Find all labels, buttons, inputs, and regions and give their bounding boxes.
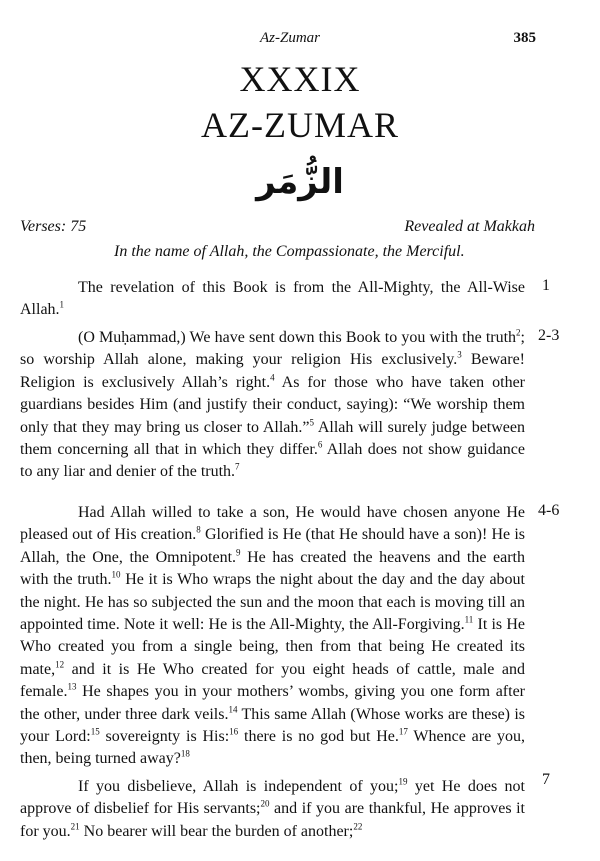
passage-segment: Allah does not show guidance to any liar and denier of the truth. bbox=[20, 441, 526, 481]
passage-segment: (O Muḥammad,) We have sent down this Book to you with the truth bbox=[78, 329, 517, 346]
passage-text bbox=[20, 776, 525, 843]
verse-reference: 7 bbox=[542, 771, 550, 788]
verse-reference: 1 bbox=[542, 277, 550, 294]
passage-segment: Whence are you, then, being turned away? bbox=[20, 728, 525, 768]
passage-segment: He has created the heavens and the earth with the truth. bbox=[20, 548, 525, 589]
passage-segment: Glorified is He (that He should have a son)! He is Allah, the One, the Omnipotent. bbox=[20, 526, 526, 566]
footnote-marker: 3 bbox=[457, 350, 462, 361]
footnote-marker: 22 bbox=[353, 821, 363, 832]
passage-4 bbox=[20, 776, 525, 843]
footnote-marker: 16 bbox=[229, 726, 239, 737]
footnote-marker: 20 bbox=[260, 799, 270, 810]
footnote-marker: 12 bbox=[55, 659, 65, 670]
chapter-number: XXXIX bbox=[239, 59, 361, 99]
footnote-marker: 13 bbox=[67, 681, 77, 692]
footnote-marker: 4 bbox=[270, 372, 275, 383]
footnote-marker: 8 bbox=[196, 525, 201, 536]
passage-segment: and if you are thankful, He approves it for you. bbox=[20, 800, 525, 840]
passage-segment: It is He Who created you from a single being, then from that being He created its mate, bbox=[20, 616, 525, 678]
page-number: 385 bbox=[513, 30, 536, 46]
footnote-marker: 14 bbox=[228, 704, 238, 715]
passage-segment: This same Allah (Whose works are these) is your Lord: bbox=[20, 705, 525, 746]
passage-segment: Beware! Religion is exclusively Allah’s right. bbox=[20, 351, 526, 391]
passage-segment: Allah will surely judge between them concerning all that in which they differ. bbox=[20, 418, 525, 459]
invocation: In the name of Allah, the Compassionate, the Merciful. bbox=[114, 243, 465, 260]
footnote-marker: 21 bbox=[70, 821, 80, 832]
footnote-marker: 2 bbox=[516, 327, 521, 338]
passage-segment: there is no god but He. bbox=[238, 728, 399, 746]
footnote-marker: 17 bbox=[398, 726, 408, 737]
footnote-marker: 10 bbox=[111, 569, 121, 580]
passage-segment: The revelation of this Book is from the All-Mighty, the All-Wise Allah. bbox=[20, 279, 525, 319]
chapter-title: AZ-ZUMAR bbox=[201, 105, 399, 145]
passage-2 bbox=[20, 327, 525, 484]
verse-reference: 2-3 bbox=[538, 327, 560, 344]
passage-segment: yet He does not approve of disbelief for His servants; bbox=[20, 778, 525, 818]
passage-segment: He it is Who wraps the night about the day and the day about the night. He has so subjected the sun and the moon that each is moving till an appointed time. Note it well: He is the All-Mighty, the All-Forgiving. bbox=[20, 571, 526, 634]
passage-segment: As for those who have taken other guardians besides Him (and justify their conduct, saying): “We worship them only that they may bring us closer to Allah.” bbox=[20, 373, 526, 436]
passage-text bbox=[20, 277, 525, 322]
footnote-marker: 6 bbox=[317, 439, 323, 450]
footnote-marker: 19 bbox=[398, 776, 408, 787]
footnote-marker: 15 bbox=[90, 726, 100, 737]
arabic-chapter-title: الزُّمَر bbox=[256, 162, 344, 202]
footnote-marker: 7 bbox=[235, 462, 240, 473]
passage-3 bbox=[20, 502, 525, 771]
passage-segment: ; so worship Allah alone, making your religion His exclusively. bbox=[20, 329, 525, 369]
footnote-marker: 1 bbox=[59, 300, 65, 311]
verses-count: Verses: 75 bbox=[20, 218, 87, 235]
revelation-place: Revealed at Makkah bbox=[404, 218, 535, 235]
passage-segment: No bearer will bear the burden of another; bbox=[79, 822, 354, 840]
verse-reference: 4-6 bbox=[538, 502, 560, 519]
passage-segment: and it is He Who created for you eight heads of cattle, male and female. bbox=[20, 660, 525, 701]
passage-segment: He shapes you in your mothers’ wombs, giving you one form after the other, under three dark veils. bbox=[20, 683, 525, 723]
running-title: Az-Zumar bbox=[260, 30, 321, 46]
passage-segment: sovereignty is His: bbox=[99, 728, 230, 746]
footnote-marker: 11 bbox=[464, 614, 474, 625]
passage-text bbox=[20, 502, 525, 771]
footnote-marker: 9 bbox=[236, 547, 241, 558]
passage-segment: If you disbelieve, Allah is independent of you; bbox=[78, 778, 399, 795]
footnote-marker: 18 bbox=[180, 749, 190, 760]
passage-segment: Had Allah willed to take a son, He would have chosen anyone He pleased out of His creation. bbox=[20, 504, 525, 544]
passage-1 bbox=[20, 277, 525, 322]
passage-text bbox=[20, 327, 525, 484]
footnote-marker: 5 bbox=[309, 417, 315, 428]
